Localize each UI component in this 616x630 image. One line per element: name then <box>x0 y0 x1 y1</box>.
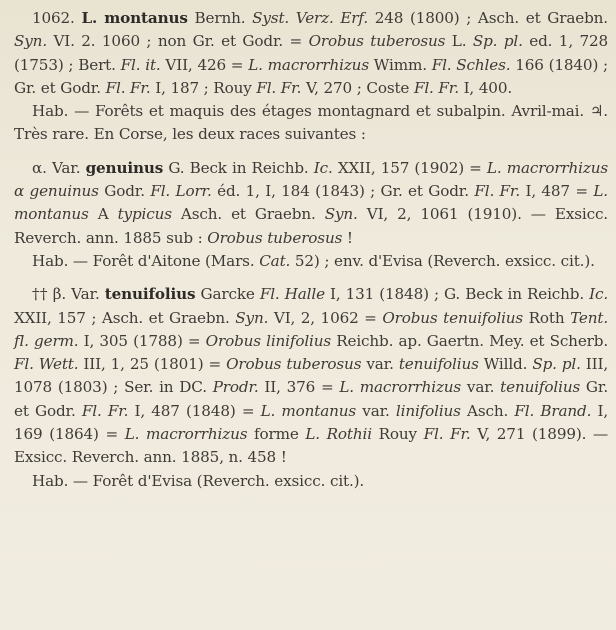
variety-alpha-habitat: Hab. — Forêt d'Aitone (Mars. Cat. 52) ; env. d'Evisa (Reverch. exsicc. cit.). <box>32 251 595 270</box>
entry-number: 1062. <box>32 9 75 27</box>
variety-beta-habitat: Hab. — Forêt d'Evisa (Reverch. exsicc. cit.). <box>32 471 365 490</box>
species-entry: 1062. L. montanus Bernh. Syst. Verz. Erf. 248 (1800) ; Asch. et Graebn. Syn. VI. 2. 1060 ; non Gr. et Godr. = Orobus tuberosus L. Sp. pl. ed. 1, 728 (1753) ; Bert. Fl. it. VII, 426 = L. macrorrhizus Wimm. Fl. Schles. 166 (1840) ; Gr. et Godr. Fl. Fr. I, 187 ; Rouy Fl. Fr. V, 270 ; Coste Fl. Fr. I, 400. <box>14 9 609 97</box>
variety-alpha-symbol: α. <box>32 158 47 177</box>
variety-beta: †† β. Var. tenuifolius Garcke Fl. Halle I, 131 (1848) ; G. Beck in Reichb. Ic. XXII, 157 ; Asch. et Graebn. Syn. VI, 2, 1062 = Orobus tenuifolius Roth Tent. fl. germ. I, 305 (1788) = Orobus linifolius Reichb. ap. Gaertn. Mey. et Scherb. Fl. Wett. III, 1, 25 (1801) = Orobus tuberosus var. tenuifolius Willd. Sp. pl. III, 1078 (1803) ; Ser. in DC. Prodr. II, 376 = L. macrorrhizus var. tenuifolius Gr. et Godr. Fl. Fr. I, 487 (1848) = L. montanus var. linifolius Asch. Fl. Brand. I, 169 (1864) = L. macrorrhizus forme L. Rothii Rouy Fl. Fr. V, 271 (1899). — Exsicc. Reverch. ann. 1885, n. 458 ! <box>14 285 609 467</box>
variety-alpha-name: genuinus <box>85 158 164 177</box>
species-name: L. montanus <box>81 9 188 27</box>
species-habitat: Hab. — Forêts et maquis des étages montagnard et subalpin. Avril-mai. ♃. Très rare. En Corse, les deux races suivantes : <box>14 102 608 144</box>
variety-beta-symbol: †† β. <box>32 285 67 304</box>
text-block <box>0 7 616 493</box>
variety-beta-name: tenuifolius <box>104 285 196 304</box>
variety-alpha: α. Var. genuinus G. Beck in Reichb. Ic. XXII, 157 (1902) = L. macrorrhizus α genuinus Godr. Fl. Lorr. éd. 1, I, 184 (1843) ; Gr. et Godr. Fl. Fr. I, 487 = L. montanus A typicus Asch. et Graebn. Syn. VI, 2, 1061 (1910). — Exsicc. Reverch. ann. 1885 sub : Orobus tuberosus ! <box>14 158 609 247</box>
